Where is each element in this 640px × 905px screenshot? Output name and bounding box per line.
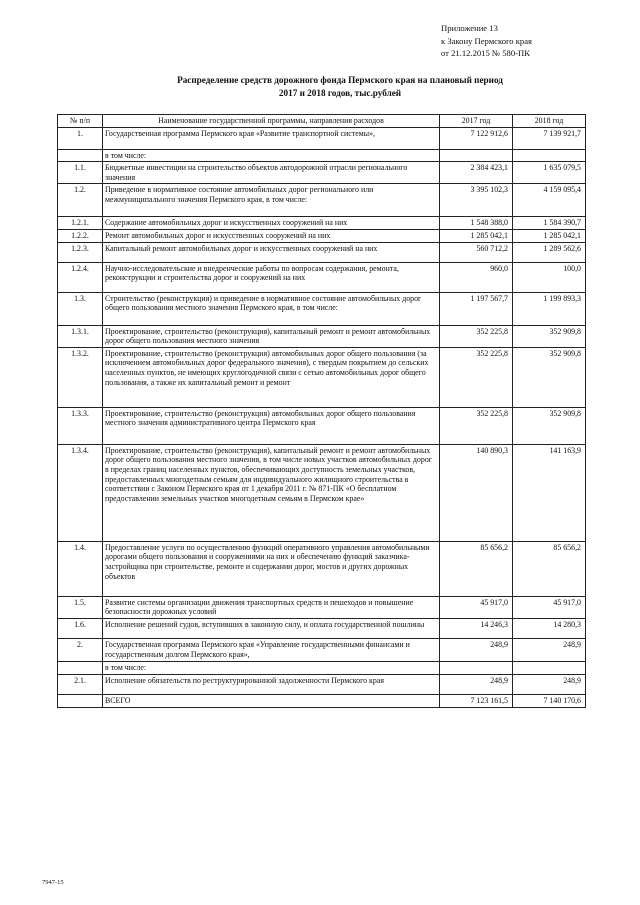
budget-table <box>57 114 586 708</box>
row-value-2018: 85 656,2 <box>513 541 586 596</box>
row-number: 1. <box>58 127 103 149</box>
row-number: 2.1. <box>58 674 103 694</box>
row-value-2018: 1 199 893,3 <box>513 292 586 325</box>
row-name: Ремонт автомобильных дорог и искусственных сооружений на них <box>103 229 440 242</box>
row-name: Государственная программа Пермского края «Управление государственными финансами и государственным долгом Пермского края», <box>103 638 440 661</box>
table-row <box>58 444 586 541</box>
row-number: 2. <box>58 638 103 661</box>
row-number <box>58 694 103 707</box>
table-body <box>58 127 586 707</box>
document-title <box>60 74 620 100</box>
row-value-2017: 352 225,8 <box>440 347 513 407</box>
appendix-line: к Закону Пермского края <box>441 35 532 46</box>
table-row <box>58 674 586 694</box>
row-number: 1.2.2. <box>58 229 103 242</box>
row-value-2018: 1 289 562,6 <box>513 242 586 262</box>
row-name: Проектирование, строительство (реконструкция) автомобильных дорог общего пользования (за исключением автомобильных дорог федерального значения), с твердым покрытием до сельских населенных пунктов, не имеющих круглогодичной связи с сетью автомобильных дорог общего пользования, а также их капитальный ремонт и ремонт <box>103 347 440 407</box>
row-value-2018: 352 909,8 <box>513 325 586 347</box>
row-name: в том числе: <box>103 149 440 162</box>
appendix-block <box>441 22 532 60</box>
row-name: в том числе: <box>103 661 440 674</box>
table-row <box>58 661 586 674</box>
row-value-2018: 100,0 <box>513 262 586 292</box>
row-value-2018 <box>513 661 586 674</box>
title-line: 2017 и 2018 годов, тыс.рублей <box>278 88 402 98</box>
row-value-2018: 141 163,9 <box>513 444 586 541</box>
row-name: Развитие системы организации движения транспортных средств и пешеходов и повышение безопасности дорожных условий <box>103 596 440 618</box>
header-2017: 2017 год <box>440 115 513 128</box>
row-number: 1.3.4. <box>58 444 103 541</box>
table-row <box>58 217 586 230</box>
row-value-2018: 45 917,0 <box>513 596 586 618</box>
row-name: Научно-исследовательские и внедренческие работы по вопросам содержания, ремонта, реконструкции и строительства дорог и сооружений на них <box>103 262 440 292</box>
row-value-2018 <box>513 149 586 162</box>
row-number: 1.4. <box>58 541 103 596</box>
row-value-2017: 960,0 <box>440 262 513 292</box>
row-number: 1.6. <box>58 618 103 638</box>
row-value-2017: 352 225,8 <box>440 325 513 347</box>
row-value-2017: 85 656,2 <box>440 541 513 596</box>
row-value-2017: 1 285 042,1 <box>440 229 513 242</box>
row-value-2017: 248,9 <box>440 638 513 661</box>
row-name: Бюджетные инвестиции на строительство объектов автодорожной отрасли регионального значения <box>103 162 440 184</box>
row-number: 1.2. <box>58 184 103 217</box>
row-name: Проектирование, строительство (реконструкция), капитальный ремонт и ремонт автомобильных дорог общего пользования местного значения <box>103 325 440 347</box>
row-value-2018: 4 159 095,4 <box>513 184 586 217</box>
row-value-2017: 45 917,0 <box>440 596 513 618</box>
table-row <box>58 407 586 444</box>
row-value-2017: 1 548 388,0 <box>440 217 513 230</box>
table-header-row <box>58 115 586 128</box>
row-value-2017: 7 122 912,6 <box>440 127 513 149</box>
row-name: Проектирование, строительство (реконструкция) автомобильных дорог общего пользования местного значения административного центра Пермского края <box>103 407 440 444</box>
row-value-2017: 1 197 567,7 <box>440 292 513 325</box>
row-value-2018: 352 909,8 <box>513 407 586 444</box>
footer-code: 7947-15 <box>42 879 64 886</box>
table-row <box>58 162 586 184</box>
row-name: Капитальный ремонт автомобильных дорог и искусственных сооружений на них <box>103 242 440 262</box>
row-value-2017 <box>440 149 513 162</box>
row-value-2017: 3 395 102,3 <box>440 184 513 217</box>
table-row <box>58 184 586 217</box>
row-number: 1.3.3. <box>58 407 103 444</box>
header-name: Наименование государственной программы, направления расходов <box>103 115 440 128</box>
row-value-2018: 7 140 170,6 <box>513 694 586 707</box>
row-value-2017: 2 384 423,1 <box>440 162 513 184</box>
row-value-2017 <box>440 661 513 674</box>
row-name: Проектирование, строительство (реконструкция), капитальный ремонт и ремонт автомобильных дорог общего пользования местного значения, в том числе новых участков автомобильных дорог в пределах границ населенных пунктов, обеспечивающих доступность земельных участков, предоставленных многодетным семьям для индивидуального жилищного строительства в соответствии с Законом Пермского края от 1 декабря 2011 г. № 871-ПК «О бесплатном предоставлении земельных участков многодетным семьям в Пермском крае» <box>103 444 440 541</box>
row-name: Строительство (реконструкция) и приведение в нормативное состояние автомобильных дорог общего пользования местного значения Пермского края, в том числе: <box>103 292 440 325</box>
row-value-2017: 248,9 <box>440 674 513 694</box>
table-row <box>58 596 586 618</box>
row-value-2018: 1 285 042,1 <box>513 229 586 242</box>
header-num: № п/п <box>58 115 103 128</box>
table-row <box>58 618 586 638</box>
row-name: ВСЕГО <box>103 694 440 707</box>
row-value-2018: 1 584 390,7 <box>513 217 586 230</box>
row-number: 1.3.2. <box>58 347 103 407</box>
row-number <box>58 661 103 674</box>
appendix-line: от 21.12.2015 № 580-ПК <box>441 48 530 58</box>
row-name: Исполнение решений судов, вступивших в законную силу, и оплата государственной пошлины <box>103 618 440 638</box>
row-value-2018: 1 635 079,5 <box>513 162 586 184</box>
row-value-2017: 14 246,3 <box>440 618 513 638</box>
row-number: 1.2.3. <box>58 242 103 262</box>
row-number <box>58 149 103 162</box>
row-number: 1.2.4. <box>58 262 103 292</box>
row-name: Предоставление услуги по осуществлению функций оперативного управления автомобильными дорогами общего пользования и сооружениями на них и обеспечению функций заказчика-застройщика при строительстве, ремонте и содержании дорог, мостов и других дорожных объектов <box>103 541 440 596</box>
row-value-2017: 7 123 161,5 <box>440 694 513 707</box>
row-number: 1.1. <box>58 162 103 184</box>
row-value-2018: 7 139 921,7 <box>513 127 586 149</box>
table-row <box>58 347 586 407</box>
table-row <box>58 262 586 292</box>
header-2018: 2018 год <box>513 115 586 128</box>
table-row <box>58 292 586 325</box>
row-value-2017: 352 225,8 <box>440 407 513 444</box>
row-number: 1.2.1. <box>58 217 103 230</box>
table-row <box>58 127 586 149</box>
row-value-2017: 140 890,3 <box>440 444 513 541</box>
row-name: Исполнение обязательств по реструктурированной задолженности Пермского края <box>103 674 440 694</box>
row-value-2018: 248,9 <box>513 638 586 661</box>
table-row <box>58 694 586 707</box>
row-value-2017: 560 712,2 <box>440 242 513 262</box>
table-row <box>58 242 586 262</box>
row-number: 1.3.1. <box>58 325 103 347</box>
row-name: Содержание автомобильных дорог и искусственных сооружений на них <box>103 217 440 230</box>
row-number: 1.5. <box>58 596 103 618</box>
table-row <box>58 638 586 661</box>
table-row <box>58 541 586 596</box>
row-value-2018: 14 280,3 <box>513 618 586 638</box>
row-name: Государственная программа Пермского края «Развитие транспортной системы», <box>103 127 440 149</box>
title-line: Распределение средств дорожного фонда Пермского края на плановый период <box>177 75 503 85</box>
table-row <box>58 229 586 242</box>
appendix-line: Приложение 13 <box>441 23 498 33</box>
row-value-2018: 248,9 <box>513 674 586 694</box>
row-name: Приведение в нормативное состояние автомобильных дорог регионального или межмуниципального значения Пермского края, в том числе: <box>103 184 440 217</box>
table-row <box>58 325 586 347</box>
row-value-2018: 352 909,8 <box>513 347 586 407</box>
row-number: 1.3. <box>58 292 103 325</box>
table-row <box>58 149 586 162</box>
